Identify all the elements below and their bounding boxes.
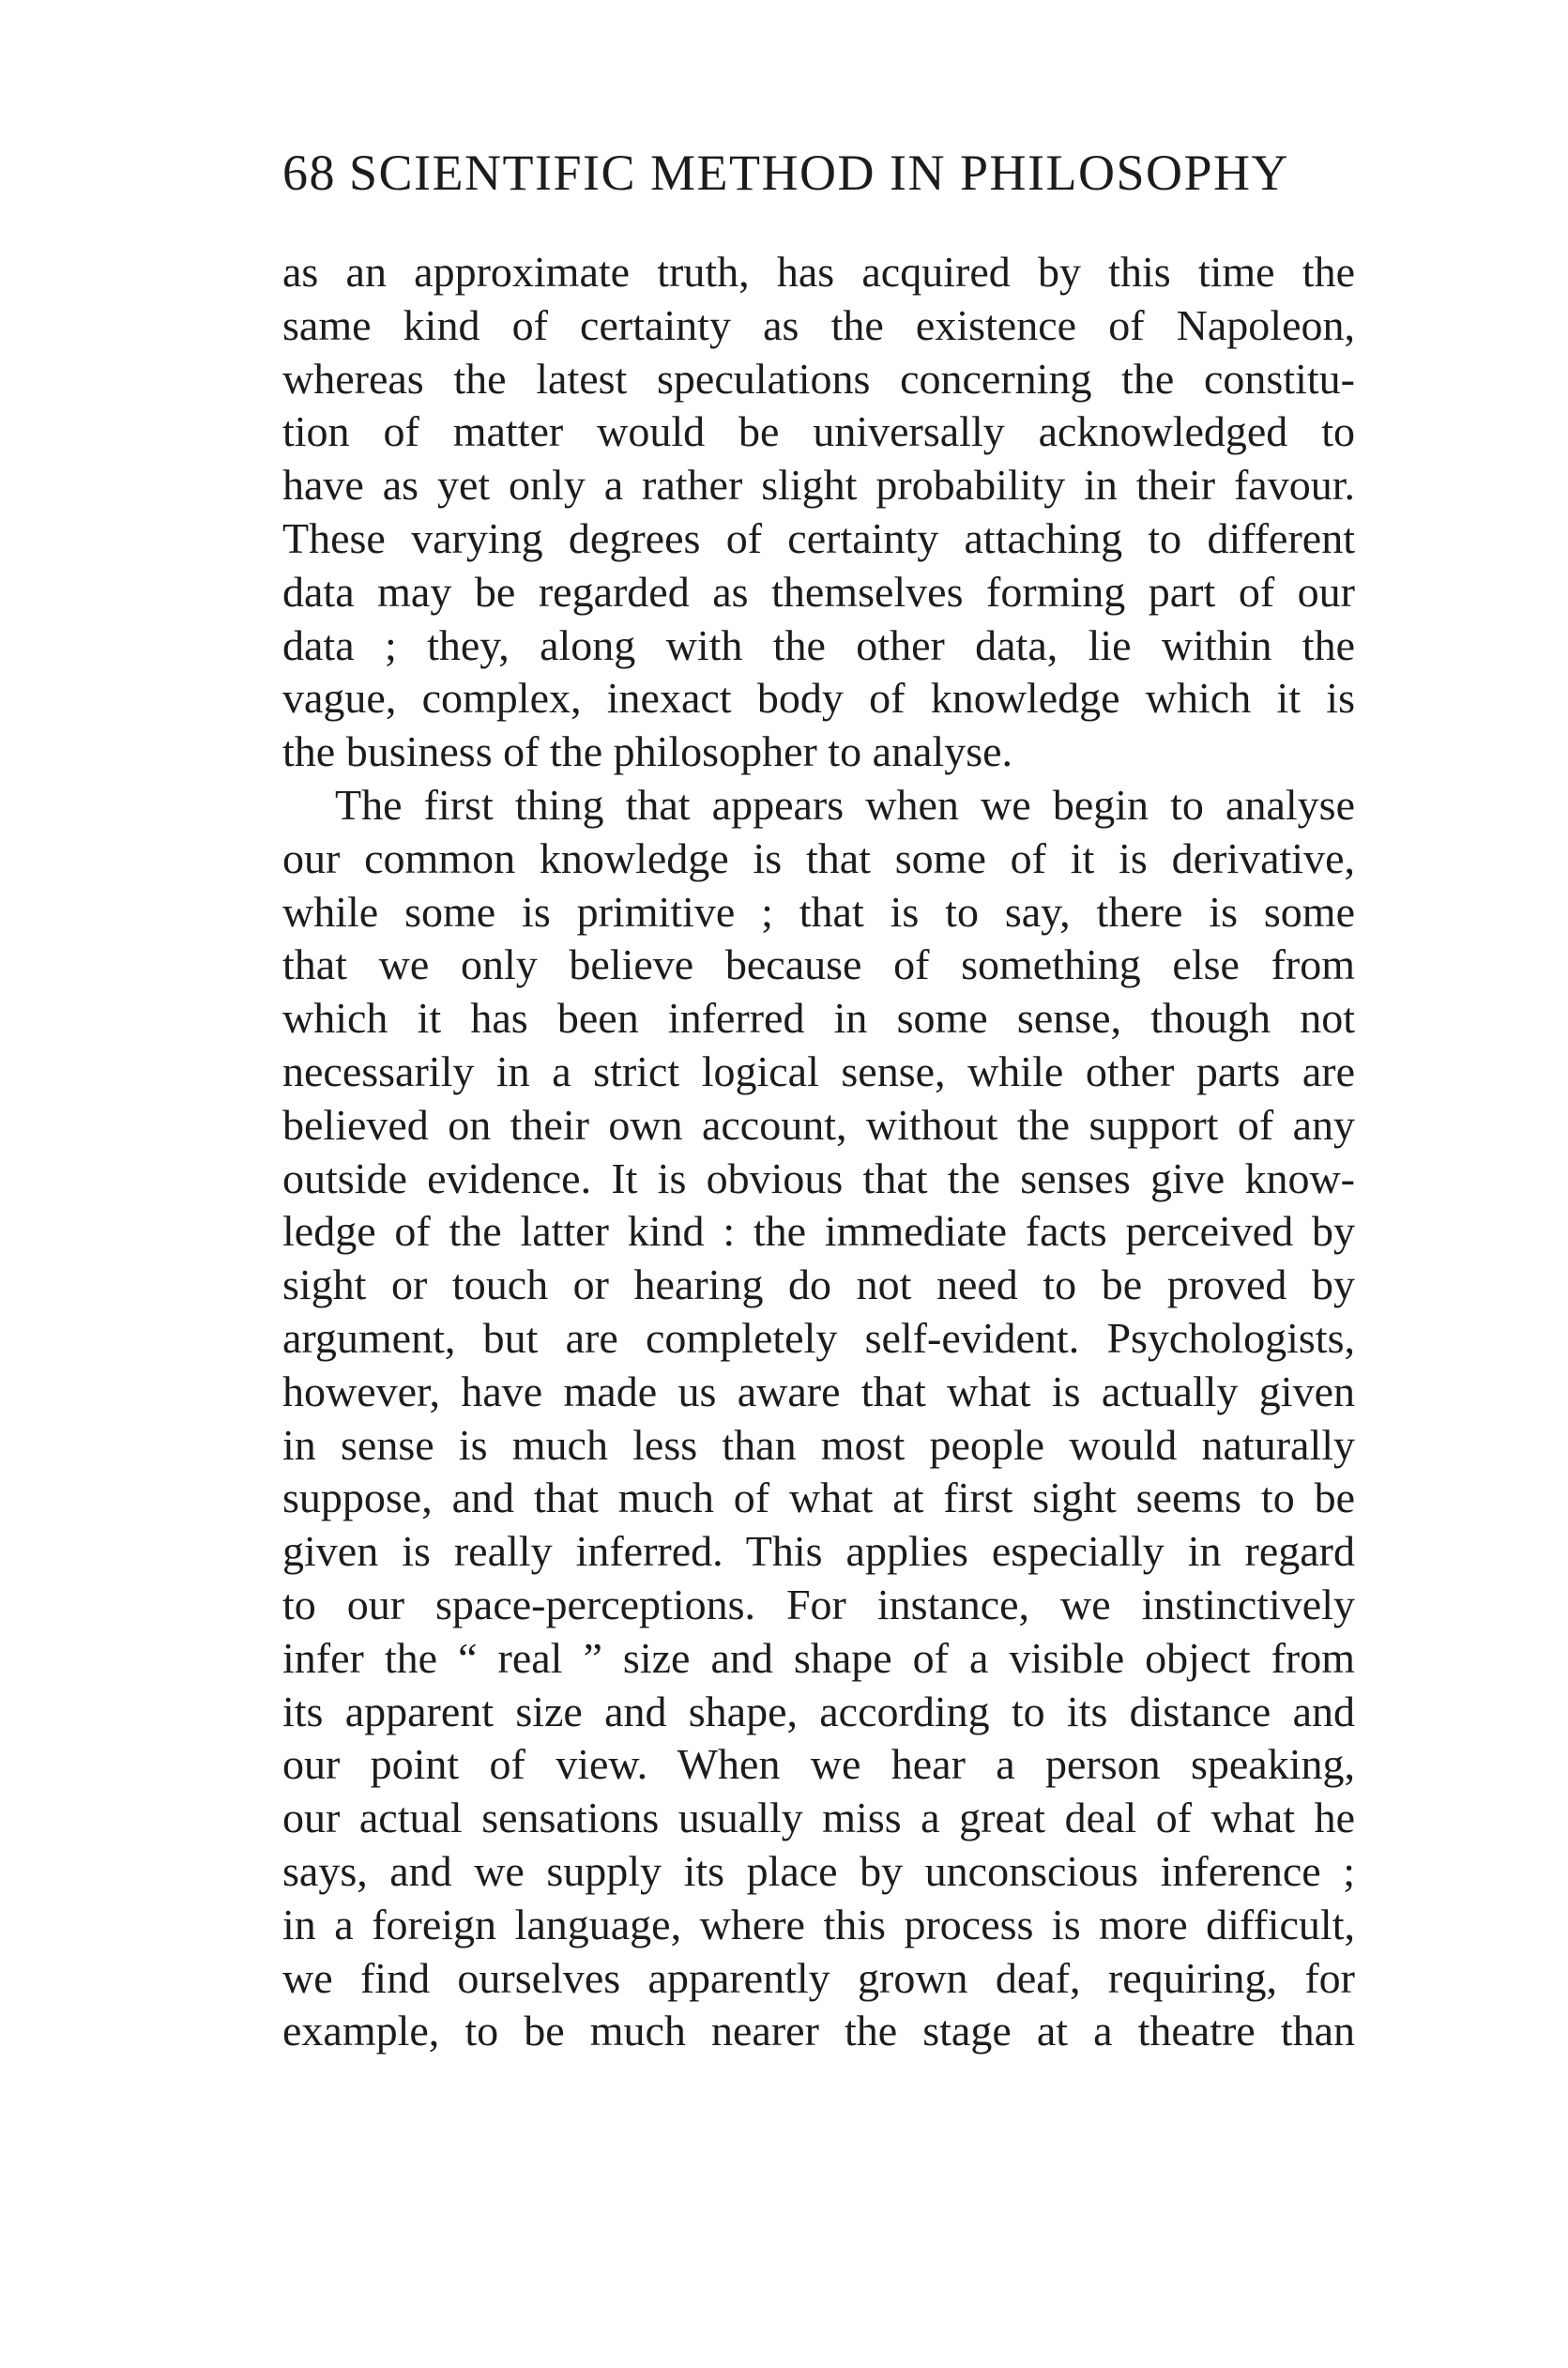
text-line: the business of the philosopher to analyse. xyxy=(282,727,1013,776)
text-line: suppose, and that much of what at first sight seems to be xyxy=(282,1474,1355,1522)
text-line: example, to be much nearer the stage at a theatre than xyxy=(282,2007,1355,2055)
running-title: SCIENTIFIC METHOD IN PHILOSOPHY xyxy=(349,145,1290,201)
text-line: have as yet only a rather slight probability in their favour. xyxy=(282,461,1355,510)
text-line: says, and we supply its place by unconscious inference ; xyxy=(282,1846,1355,1895)
body-text xyxy=(282,246,1355,2058)
text-line: outside evidence. It is obvious that the senses give know- xyxy=(282,1153,1355,1202)
text-line: argument, but are completely self-evident. Psychologists, xyxy=(282,1313,1355,1362)
text-line: The first thing that appears when we begin to analyse xyxy=(335,780,1355,829)
text-line: to our space-perceptions. For instance, we instinctively xyxy=(282,1580,1355,1628)
text-line: we find ourselves apparently grown deaf, requiring, for xyxy=(282,1953,1355,2002)
text-line: same kind of certainty as the existence of Napoleon, xyxy=(282,300,1355,349)
text-line: our actual sensations usually miss a great deal of what he xyxy=(282,1794,1355,1842)
text-line: however, have made us aware that what is actually given xyxy=(282,1367,1355,1415)
text-line: vague, complex, inexact body of knowledge which it is xyxy=(282,674,1355,723)
text-line: whereas the latest speculations concerning the constitu- xyxy=(282,354,1355,403)
text-line: in sense is much less than most people would naturally xyxy=(282,1420,1355,1469)
text-line: as an approximate truth, has acquired by this time the xyxy=(282,248,1355,296)
text-line: These varying degrees of certainty attaching to different xyxy=(282,513,1355,562)
page-number: 68 xyxy=(282,145,336,201)
text-line: sight or touch or hearing do not need to be proved by xyxy=(282,1260,1355,1309)
text-line: its apparent size and shape, according to its distance and xyxy=(282,1687,1355,1735)
text-line: infer the “ real ” size and shape of a visible object from xyxy=(282,1633,1355,1682)
text-line: given is really inferred. This applies especially in regard xyxy=(282,1527,1355,1576)
paragraph xyxy=(282,246,1355,779)
text-line: ledge of the latter kind : the immediate facts perceived by xyxy=(282,1207,1355,1256)
text-line: tion of matter would be universally acknowledged to xyxy=(282,407,1355,456)
text-line: data may be regarded as themselves forming part of our xyxy=(282,567,1355,616)
text-line: that we only believe because of something else from xyxy=(282,940,1355,989)
text-line: necessarily in a strict logical sense, while other parts are xyxy=(282,1047,1355,1095)
text-line: data ; they, along with the other data, lie within the xyxy=(282,620,1355,669)
text-line: in a foreign language, where this process is more difficult, xyxy=(282,1900,1355,1948)
text-line: which it has been inferred in some sense, though not xyxy=(282,994,1355,1043)
text-line: believed on their own account, without the support of any xyxy=(282,1100,1355,1149)
text-line: our common knowledge is that some of it is derivative, xyxy=(282,833,1355,882)
text-line: our point of view. When we hear a person speaking, xyxy=(282,1740,1355,1789)
text-line: while some is primitive ; that is to say, there is some xyxy=(282,887,1355,936)
running-header xyxy=(282,143,1333,203)
paragraph xyxy=(282,779,1355,2058)
